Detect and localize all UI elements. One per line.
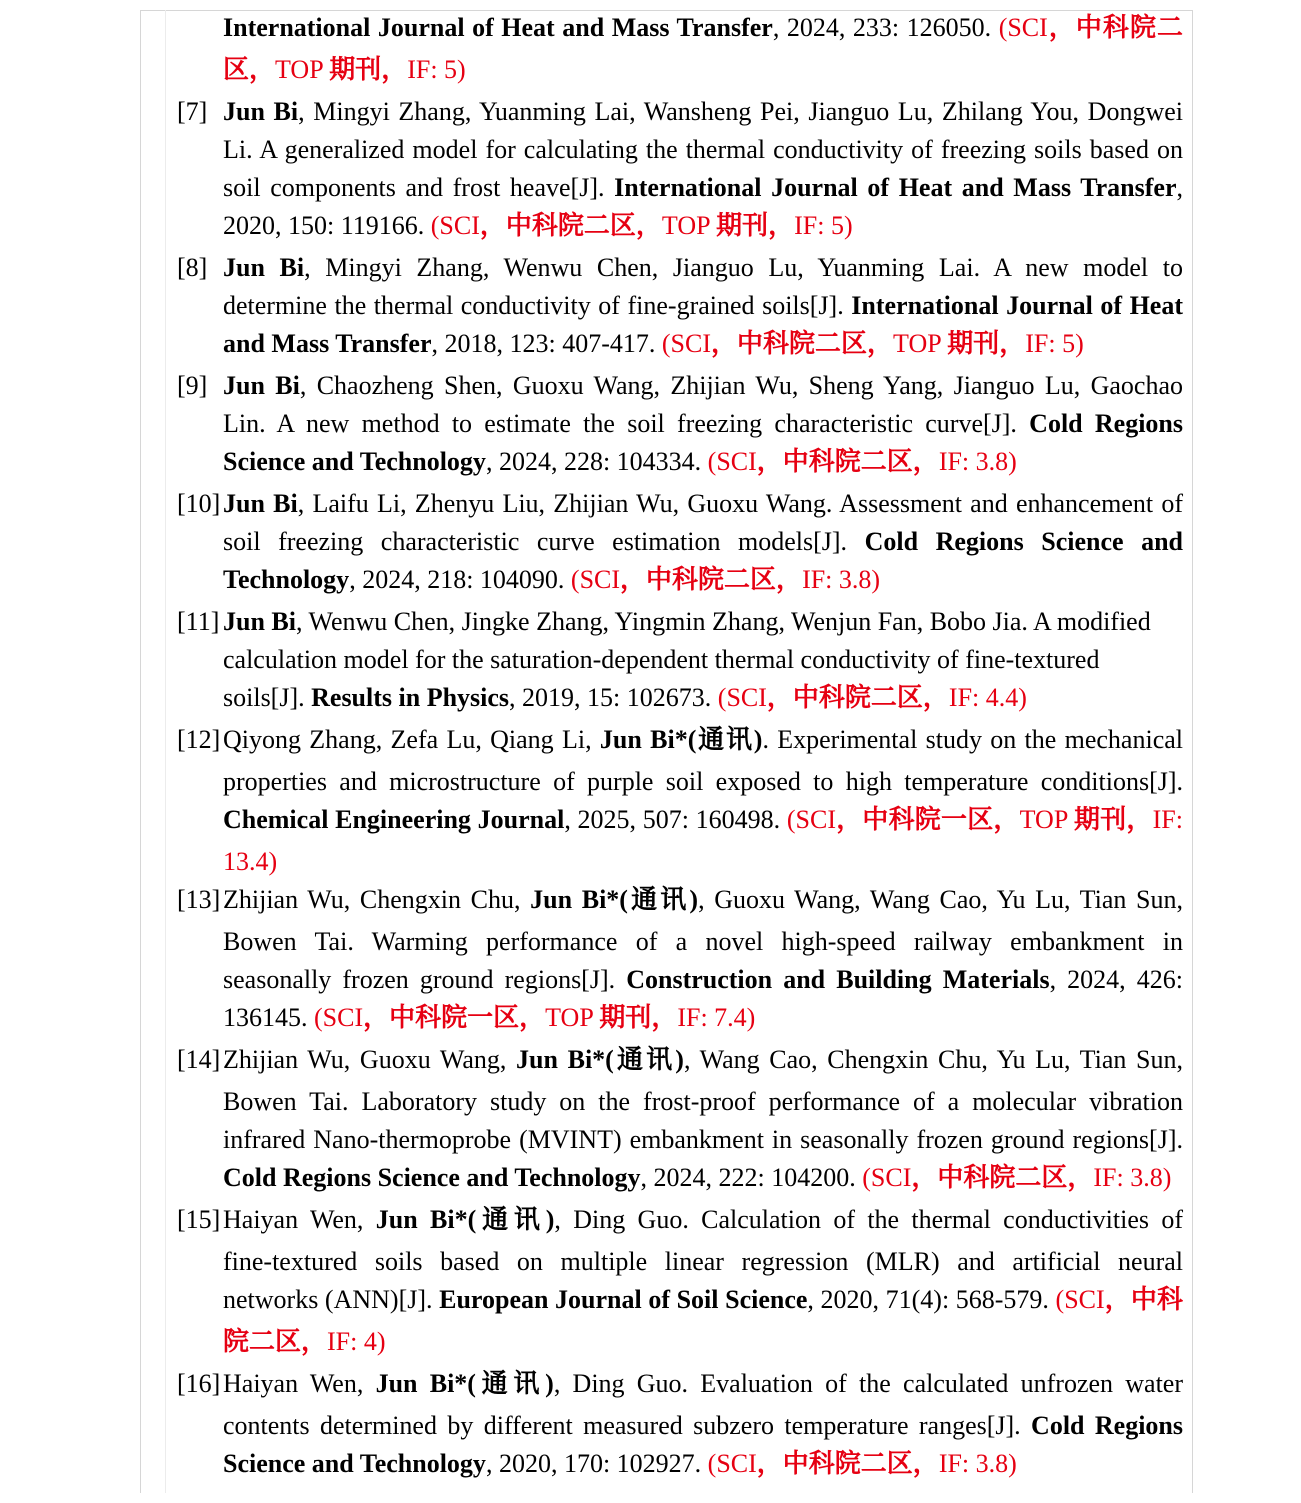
reference-text: 136145.: [223, 1003, 314, 1032]
journal-index-note: (SCI: [998, 13, 1048, 42]
reference-text: , 2025, 507: 160498.: [564, 805, 787, 834]
reference-line: [223, 603, 1183, 641]
journal-index-note: (SCI: [570, 565, 621, 594]
reference-text: Haiyan Wen,: [223, 1369, 376, 1398]
reference-entry: [177, 9, 1183, 89]
reference-number: [13]: [177, 885, 221, 914]
reference-text: Bowen Tai. Warming performance of a novel high-speed railway embankment in: [223, 927, 1183, 956]
reference-text: , 2020, 71(4): 568-579.: [807, 1285, 1056, 1314]
journal-index-note: ，中科院二区，: [911, 1163, 1094, 1192]
reference-text: , 2024, 426:: [1049, 965, 1183, 994]
journal-index-note: (SCI: [661, 329, 712, 358]
emphasized-text: Jun Bi*(通讯): [599, 725, 763, 754]
reference-line: [223, 1365, 1183, 1403]
reference-line: [223, 405, 1183, 443]
journal-index-note: IF: 3.8): [938, 1449, 1017, 1478]
reference-text: soil freezing characteristic curve estimation models[J].: [223, 527, 865, 556]
journal-index-note: ，中科: [1104, 1285, 1183, 1314]
reference-entry: [177, 1041, 1183, 1197]
journal-index-note: (SCI: [314, 1003, 364, 1032]
reference-text: . Experimental study on the mechanical: [762, 725, 1183, 754]
page-border-right: [1192, 10, 1193, 1493]
journal-index-note: IF: 7.4): [677, 1003, 756, 1032]
reference-text: determine the thermal conductivity of fine-grained soils[J].: [223, 291, 852, 320]
reference-line: [223, 93, 1183, 131]
reference-line: [223, 1201, 1183, 1239]
emphasized-text: Science and Technology: [223, 447, 486, 476]
reference-line: [223, 9, 1183, 47]
reference-text: Qiyong Zhang, Zefa Lu, Qiang Li,: [223, 725, 600, 754]
reference-text: Zhijian Wu, Guoxu Wang,: [223, 1045, 517, 1074]
reference-number: [8]: [177, 253, 208, 282]
journal-index-note: 13.4): [223, 847, 278, 876]
journal-index-note: IF: 5): [794, 211, 853, 240]
reference-text: , Wenwu Chen, Jingke Zhang, Yingmin Zhang, Wenjun Fan, Bobo Jia. A modified: [296, 607, 1151, 636]
journal-index-note: ，中科院二区，: [711, 329, 894, 358]
reference-entry: [177, 1365, 1183, 1483]
reference-line: [223, 367, 1183, 405]
journal-index-note: (SCI: [862, 1163, 912, 1192]
reference-line: [223, 961, 1183, 999]
emphasized-text: Jun Bi*(通讯): [530, 885, 699, 914]
reference-list: [177, 9, 1183, 1487]
reference-entry: [177, 93, 1183, 245]
emphasized-text: International Journal of Heat and Mass Transfer: [223, 13, 773, 42]
journal-index-note: (SCI: [786, 805, 836, 834]
reference-line: [223, 51, 1183, 89]
reference-text: properties and microstructure of purple soil exposed to high temperature conditions[J].: [223, 767, 1183, 796]
journal-index-note: ，中科院二区，: [756, 1449, 939, 1478]
emphasized-text: Cold Regions: [1031, 1411, 1183, 1440]
reference-text: ,: [1176, 173, 1184, 202]
reference-line: [223, 325, 1183, 363]
reference-number: [14]: [177, 1045, 221, 1074]
journal-index-note: ，中科院二区，: [766, 683, 949, 712]
reference-text: soils[J].: [223, 683, 312, 712]
journal-index-note: 期刊，: [947, 329, 1026, 358]
reference-text: , 2020, 170: 102927.: [485, 1449, 708, 1478]
reference-text: , 2018, 123: 407-417.: [431, 329, 662, 358]
reference-line: [223, 1243, 1183, 1281]
reference-text: Haiyan Wen,: [223, 1205, 376, 1234]
reference-line: [223, 561, 1183, 599]
reference-line: [223, 1445, 1183, 1483]
emphasized-text: Jun Bi: [223, 489, 298, 518]
reference-number: [7]: [177, 97, 208, 126]
reference-line: [223, 843, 1183, 881]
reference-line: [223, 1407, 1183, 1445]
reference-number: [15]: [177, 1205, 221, 1234]
reference-line: [223, 721, 1183, 759]
emphasized-text: Science and Technology: [223, 1449, 486, 1478]
journal-index-note: ，中科院一区，: [835, 805, 1020, 834]
journal-index-note: (SCI: [707, 447, 757, 476]
reference-text: infrared Nano-thermoprobe (MVINT) embankment in seasonally frozen ground regions[J].: [223, 1125, 1183, 1154]
journal-index-note: IF: 3.8): [1093, 1163, 1172, 1192]
journal-index-note: (SCI: [430, 211, 480, 240]
reference-text: , 2024, 228: 104334.: [485, 447, 708, 476]
journal-index-note: (SCI: [1055, 1285, 1105, 1314]
emphasized-text: Cold Regions: [1029, 409, 1184, 438]
journal-index-note: 区，: [223, 55, 276, 84]
emphasized-text: Results in Physics: [311, 683, 510, 712]
reference-text: , 2019, 15: 102673.: [509, 683, 718, 712]
journal-index-note: IF: 5): [407, 55, 466, 84]
reference-entry: [177, 881, 1183, 1037]
reference-text: soil components and frost heave[J].: [223, 173, 615, 202]
emphasized-text: International Journal of Heat and Mass Transfer: [614, 173, 1177, 202]
reference-line: [223, 881, 1183, 919]
reference-text: , Mingyi Zhang, Yuanming Lai, Wansheng Pei, Jianguo Lu, Zhilang You, Dongwei: [298, 97, 1183, 126]
page-border-left: [140, 10, 141, 1493]
emphasized-text: and Mass Transfer: [223, 329, 432, 358]
reference-entry: [177, 1201, 1183, 1361]
reference-text: networks (ANN)[J].: [223, 1285, 440, 1314]
journal-index-note: IF: 4): [327, 1327, 386, 1356]
reference-number: [9]: [177, 371, 208, 400]
journal-index-note: IF:: [1152, 805, 1183, 834]
reference-line: [223, 523, 1183, 561]
emphasized-text: Jun Bi: [223, 97, 299, 126]
reference-line: [223, 1323, 1183, 1361]
journal-index-note: ，中科院一区，: [363, 1003, 546, 1032]
reference-line: [223, 169, 1183, 207]
reference-number: [12]: [177, 725, 221, 754]
emphasized-text: Jun Bi*(通讯): [516, 1045, 684, 1074]
reference-line: [223, 1083, 1183, 1121]
reference-text: , Chaozheng Shen, Guoxu Wang, Zhijian Wu, Sheng Yang, Jianguo Lu, Gaochao: [299, 371, 1183, 400]
reference-number: [16]: [177, 1369, 221, 1398]
reference-line: [223, 1121, 1183, 1159]
page-margin-guide: [165, 10, 166, 1493]
reference-entry: [177, 603, 1183, 717]
reference-line: [223, 999, 1183, 1037]
reference-text: Bowen Tai. Laboratory study on the frost-proof performance of a molecular vibration: [223, 1087, 1183, 1116]
reference-line: [223, 131, 1183, 169]
journal-index-note: IF: 5): [1025, 329, 1084, 358]
emphasized-text: Construction and Building Materials: [626, 965, 1050, 994]
reference-entry: [177, 249, 1183, 363]
emphasized-text: Jun Bi: [223, 253, 305, 282]
reference-line: [223, 1281, 1183, 1319]
emphasized-text: Chemical Engineering Journal: [223, 805, 565, 834]
reference-line: [223, 287, 1183, 325]
reference-text: , Ding Guo. Calculation of the thermal conductivities of: [554, 1205, 1183, 1234]
reference-text: Li. A generalized model for calculating the thermal conductivity of freezing soils based on: [223, 135, 1183, 164]
emphasized-text: Jun Bi*(通讯): [375, 1205, 555, 1234]
reference-text: calculation model for the saturation-dependent thermal conductivity of fine-textured: [223, 645, 1100, 674]
journal-index-note: IF: 3.8): [938, 447, 1017, 476]
journal-index-note: IF: 3.8): [802, 565, 881, 594]
journal-index-note: 期刊，: [716, 211, 795, 240]
reference-text: seasonally frozen ground regions[J].: [223, 965, 627, 994]
reference-text: , Guoxu Wang, Wang Cao, Yu Lu, Tian Sun,: [698, 885, 1184, 914]
reference-text: , Wang Cao, Chengxin Chu, Yu Lu, Tian Sun,: [683, 1045, 1184, 1074]
reference-line: [223, 485, 1183, 523]
reference-text: , 2024, 233: 126050.: [772, 13, 999, 42]
journal-index-note: TOP: [1019, 805, 1075, 834]
reference-text: , 2024, 218: 104090.: [349, 565, 571, 594]
emphasized-text: Jun Bi: [223, 607, 296, 636]
reference-line: [223, 923, 1183, 961]
reference-text: , Mingyi Zhang, Wenwu Chen, Jianguo Lu, Yuanming Lai. A new model to: [304, 253, 1183, 282]
reference-line: [223, 679, 1183, 717]
journal-index-note: 期刊，: [329, 55, 408, 84]
reference-text: contents determined by different measured subzero temperature ranges[J].: [223, 1411, 1032, 1440]
emphasized-text: Jun Bi: [223, 371, 300, 400]
reference-line: [223, 641, 1183, 679]
journal-index-note: ，中科院二: [1047, 13, 1183, 42]
reference-line: [223, 207, 1183, 245]
journal-index-note: IF: 4.4): [948, 683, 1027, 712]
reference-line: [223, 801, 1183, 839]
reference-number: [11]: [177, 607, 220, 636]
journal-index-note: ，中科院二区，: [756, 447, 939, 476]
reference-line: [223, 443, 1183, 481]
reference-line: [223, 1159, 1183, 1197]
reference-text: , 2024, 222: 104200.: [640, 1163, 863, 1192]
emphasized-text: Cold Regions Science and Technology: [223, 1163, 641, 1192]
reference-line: [223, 249, 1183, 287]
journal-index-note: ，中科院二区，: [620, 565, 803, 594]
journal-index-note: 院二区，: [223, 1327, 328, 1356]
reference-entry: [177, 485, 1183, 599]
journal-index-note: TOP: [275, 55, 330, 84]
journal-index-note: ，中科院二区，: [479, 211, 662, 240]
reference-text: , Laifu Li, Zhenyu Liu, Zhijian Wu, Guoxu Wang. Assessment and enhancement of: [297, 489, 1183, 518]
journal-index-note: TOP: [893, 329, 948, 358]
journal-index-note: TOP: [545, 1003, 600, 1032]
emphasized-text: Cold Regions Science and: [864, 527, 1183, 556]
emphasized-text: International Journal of Heat: [851, 291, 1183, 320]
reference-text: Zhijian Wu, Chengxin Chu,: [223, 885, 531, 914]
reference-text: 2020, 150: 119166.: [223, 211, 431, 240]
reference-text: Lin. A new method to estimate the soil freezing characteristic curve[J].: [223, 409, 1030, 438]
journal-index-note: (SCI: [707, 1449, 757, 1478]
reference-line: [223, 1041, 1183, 1079]
reference-number: [10]: [177, 489, 221, 518]
journal-index-note: 期刊，: [1074, 805, 1153, 834]
emphasized-text: European Journal of Soil Science: [439, 1285, 808, 1314]
reference-text: fine-textured soils based on multiple linear regression (MLR) and artificial neural: [223, 1247, 1183, 1276]
reference-text: , Ding Guo. Evaluation of the calculated unfrozen water: [553, 1369, 1183, 1398]
journal-index-note: 期刊，: [599, 1003, 678, 1032]
emphasized-text: Technology: [223, 565, 350, 594]
emphasized-text: Jun Bi*(通讯): [375, 1369, 554, 1398]
journal-index-note: (SCI: [717, 683, 767, 712]
journal-index-note: TOP: [661, 211, 717, 240]
reference-entry: [177, 721, 1183, 881]
reference-line: [223, 763, 1183, 801]
reference-entry: [177, 367, 1183, 481]
